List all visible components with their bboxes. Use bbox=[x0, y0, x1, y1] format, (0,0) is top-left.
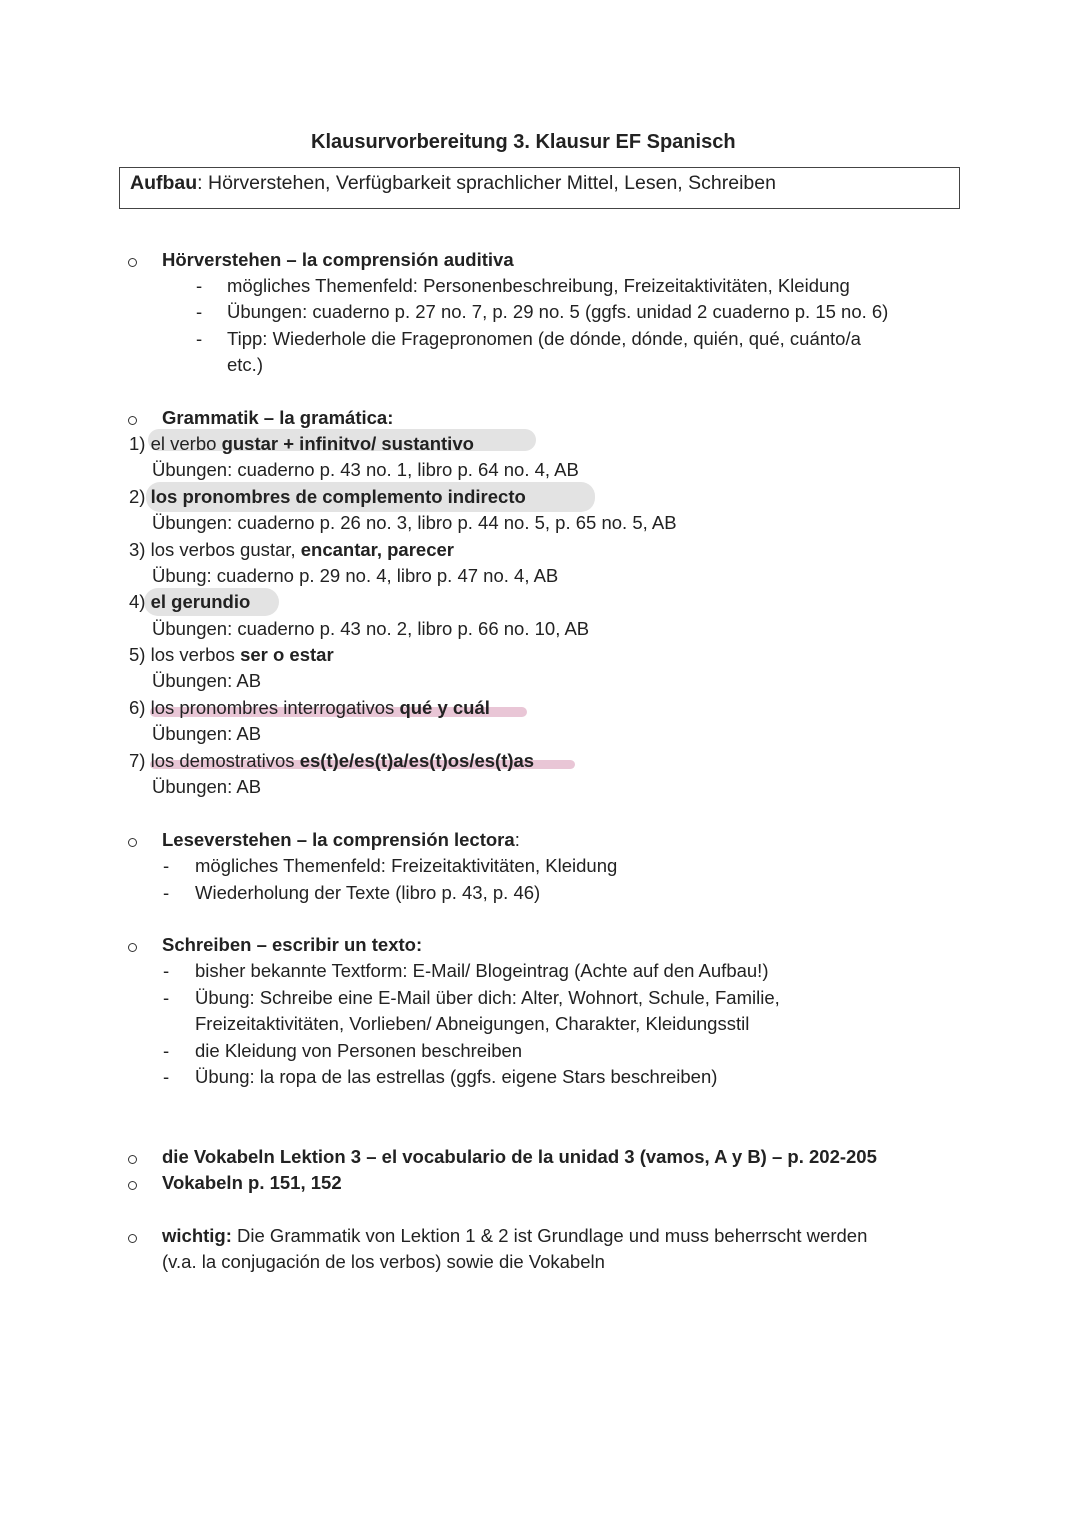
item-text: los pronombres interrogativos bbox=[150, 697, 395, 718]
dash-icon: - bbox=[196, 301, 203, 322]
list-item: Übung: la ropa de las estrellas (ggfs. eigene Stars beschreiben) bbox=[195, 1066, 718, 1087]
bullet-icon bbox=[128, 1155, 137, 1164]
section-heading-leseverstehen bbox=[162, 829, 520, 851]
item-bold: gustar + infinitvo/ sustantivo bbox=[221, 433, 474, 454]
item-number: 4) bbox=[129, 591, 146, 612]
grammar-exercise: Übungen: AB bbox=[152, 776, 262, 797]
grammar-item bbox=[129, 591, 250, 613]
section-heading-hoerverstehen: Hörverstehen – la comprensión auditiva bbox=[162, 249, 514, 270]
grammar-item bbox=[129, 644, 334, 666]
important-text: Die Grammatik von Lektion 1 & 2 ist Grundlage und muss beherrscht werden bbox=[231, 1225, 868, 1246]
aufbau-label: Aufbau bbox=[130, 172, 198, 194]
grammar-exercise: Übungen: cuaderno p. 43 no. 2, libro p. 66 no. 10, AB bbox=[152, 618, 590, 639]
important-label: wichtig: bbox=[162, 1225, 232, 1246]
grammar-exercise: Übungen: cuaderno p. 26 no. 3, libro p. 44 no. 5, p. 65 no. 5, AB bbox=[152, 512, 677, 533]
item-number: 2) bbox=[129, 486, 146, 507]
list-item: Übung: Schreibe eine E-Mail über dich: Alter, Wohnort, Schule, Familie, bbox=[195, 987, 780, 1008]
list-item: die Kleidung von Personen beschreiben bbox=[195, 1040, 523, 1061]
grammar-exercise: Übungen: AB bbox=[152, 670, 262, 691]
item-bold: ser o estar bbox=[240, 644, 334, 665]
grammar-exercise: Übungen: cuaderno p. 43 no. 1, libro p. 64 no. 4, AB bbox=[152, 459, 579, 480]
grammar-exercise: Übungen: AB bbox=[152, 723, 262, 744]
item-text: los verbos bbox=[150, 644, 235, 665]
dash-icon: - bbox=[196, 275, 203, 296]
vocab-line: die Vokabeln Lektion 3 – el vocabulario de la unidad 3 (vamos, A y B) – p. 202-205 bbox=[162, 1146, 877, 1167]
bullet-icon bbox=[128, 416, 137, 425]
dash-icon: - bbox=[163, 987, 170, 1008]
item-text: los demostrativos bbox=[150, 750, 295, 771]
list-item: Wiederholung der Texte (libro p. 43, p. 46) bbox=[195, 882, 541, 903]
grammar-item bbox=[129, 486, 526, 508]
grammar-item bbox=[129, 433, 474, 455]
heading-text: Leseverstehen – la comprensión lectora bbox=[162, 829, 515, 850]
dash-icon: - bbox=[163, 1040, 170, 1061]
item-text: los verbos gustar, bbox=[150, 539, 296, 560]
bullet-icon bbox=[128, 838, 137, 847]
list-item: Freizeitaktivitäten, Vorlieben/ Abneigungen, Charakter, Kleidungsstil bbox=[195, 1013, 750, 1034]
dash-icon: - bbox=[163, 855, 170, 876]
list-item: etc.) bbox=[227, 354, 263, 375]
dash-icon: - bbox=[163, 882, 170, 903]
item-bold: es(t)e/es(t)a/es(t)os/es(t)as bbox=[299, 750, 535, 771]
grammar-item bbox=[129, 697, 490, 719]
list-item: mögliches Themenfeld: Personenbeschreibung, Freizeitaktivitäten, Kleidung bbox=[227, 275, 850, 296]
item-number: 7) bbox=[129, 750, 146, 771]
important-note bbox=[162, 1225, 867, 1247]
page-title: Klausurvorbereitung 3. Klausur EF Spanisch bbox=[311, 131, 736, 153]
item-number: 5) bbox=[129, 644, 146, 665]
grammar-exercise: Übung: cuaderno p. 29 no. 4, libro p. 47 no. 4, AB bbox=[152, 565, 559, 586]
section-heading-grammatik: Grammatik – la gramática: bbox=[162, 407, 394, 428]
heading-suffix: : bbox=[514, 829, 520, 850]
item-bold: el gerundio bbox=[150, 591, 251, 612]
dash-icon: - bbox=[196, 328, 203, 349]
item-number: 6) bbox=[129, 697, 146, 718]
bullet-icon bbox=[128, 258, 137, 267]
grammar-item bbox=[129, 750, 534, 772]
item-number: 3) bbox=[129, 539, 146, 560]
list-item: mögliches Themenfeld: Freizeitaktivitäten, Kleidung bbox=[195, 855, 618, 876]
bullet-icon bbox=[128, 1234, 137, 1243]
item-bold: qué y cuál bbox=[399, 697, 490, 718]
item-bold: encantar, parecer bbox=[300, 539, 454, 560]
aufbau-line bbox=[130, 172, 776, 194]
item-bold: los pronombres de complemento indirecto bbox=[150, 486, 526, 507]
important-note-cont: (v.a. la conjugación de los verbos) sowie die Vokabeln bbox=[162, 1251, 605, 1272]
dash-icon: - bbox=[163, 960, 170, 981]
grammar-item bbox=[129, 539, 454, 561]
list-item: Übungen: cuaderno p. 27 no. 7, p. 29 no. 5 (ggfs. unidad 2 cuaderno p. 15 no. 6) bbox=[227, 301, 889, 322]
list-item: bisher bekannte Textform: E-Mail/ Blogeintrag (Achte auf den Aufbau!) bbox=[195, 960, 769, 981]
vocab-line: Vokabeln p. 151, 152 bbox=[162, 1172, 342, 1193]
bullet-icon bbox=[128, 943, 137, 952]
bullet-icon bbox=[128, 1181, 137, 1190]
dash-icon: - bbox=[163, 1066, 170, 1087]
list-item: Tipp: Wiederhole die Fragepronomen (de dónde, dónde, quién, qué, cuánto/a bbox=[227, 328, 861, 349]
section-heading-schreiben: Schreiben – escribir un texto: bbox=[162, 934, 423, 955]
aufbau-text: : Hörverstehen, Verfügbarkeit sprachlicher Mittel, Lesen, Schreiben bbox=[197, 172, 776, 194]
item-number: 1) bbox=[129, 433, 146, 454]
item-text: el verbo bbox=[150, 433, 217, 454]
